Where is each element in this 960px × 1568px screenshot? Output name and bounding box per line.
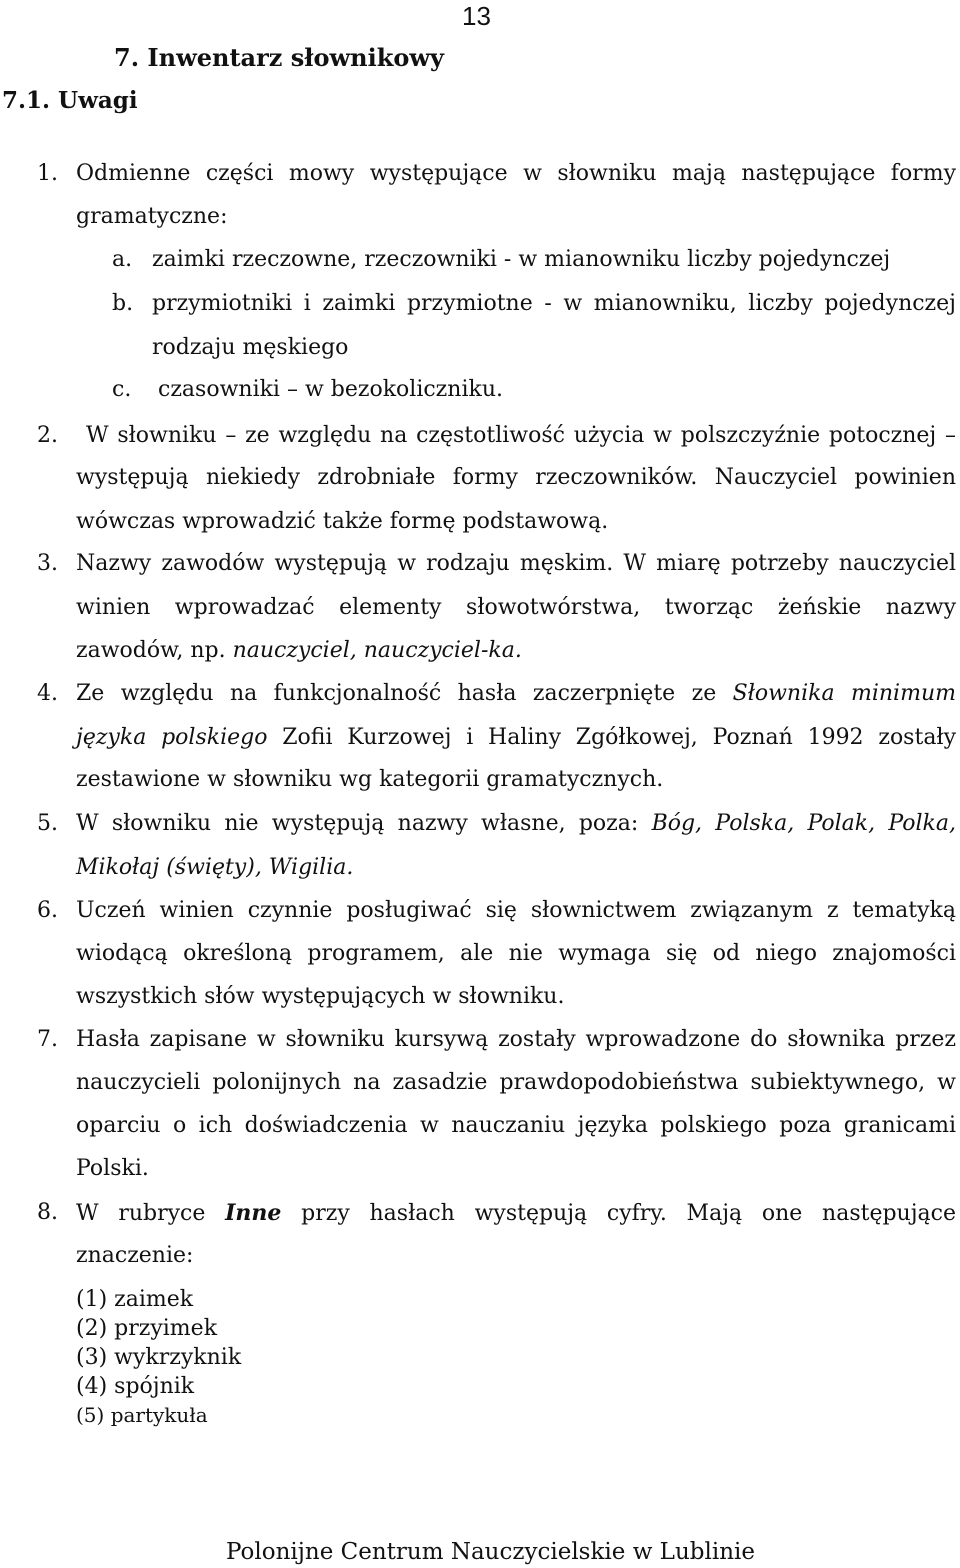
page-number: 13 — [462, 1, 491, 31]
item-number: 8. — [37, 1200, 58, 1225]
title-italic: języka polskiego — [76, 725, 268, 750]
item-text-line: oparciu o ich doświadczenia w nauczaniu języka polskiego poza granicami — [76, 1113, 956, 1138]
code-list-item: (4) spójnik — [76, 1374, 195, 1399]
item-text: Zofii Kurzowej i Haliny Zgółkowej, Poznań 1992 zostały — [267, 725, 956, 750]
item-text-line: Odmienne części mowy występujące w słowniku mają następujące formy — [76, 161, 956, 186]
subitem-letter: a. — [112, 247, 133, 272]
subitem-letter: c. — [112, 377, 132, 402]
page-footer: Polonijne Centrum Nauczycielskie w Lublinie — [226, 1539, 755, 1565]
item-text-line: gramatyczne: — [76, 204, 228, 229]
item-text-line — [76, 680, 956, 709]
names-italic: Bóg, Polska, Polak, Polka, — [651, 811, 957, 836]
item-number: 7. — [37, 1027, 58, 1052]
item-text-line — [76, 810, 956, 839]
example-italic: nauczyciel, nauczyciel-ka. — [232, 638, 522, 663]
names-italic: Mikołaj (święty), Wigilia. — [76, 855, 354, 880]
item-text-line: wszystkich słów występujących w słowniku. — [76, 984, 565, 1009]
column-name-bold-italic: Inne — [225, 1200, 282, 1226]
code-list-item: (2) przyimek — [76, 1316, 218, 1341]
title-italic: Słownika minimum — [732, 681, 956, 706]
item-text-line — [76, 637, 522, 666]
subitem-text-line: rodzaju męskiego — [152, 335, 349, 360]
subitem-text-line: zaimki rzeczowne, rzeczowniki - w mianowniku liczby pojedynczej — [152, 247, 891, 272]
code-list-item: (3) wykrzyknik — [76, 1345, 242, 1370]
item-text-line: zestawione w słowniku wg kategorii gramatycznych. — [76, 767, 664, 792]
item-number: 4. — [37, 681, 58, 706]
item-text: Ze względu na funkcjonalność hasła zaczerpnięte ze — [76, 681, 733, 706]
item-text-line: Uczeń winien czynnie posługiwać się słownictwem związanym z tematyką — [76, 898, 956, 923]
item-text-line — [76, 724, 956, 753]
item-text-line: winien wprowadzać elementy słowotwórstwa, tworząc żeńskie nazwy — [76, 595, 956, 620]
item-text-line: występują niekiedy zdrobniałe formy rzeczowników. Nauczyciel powinien — [76, 465, 956, 490]
item-text-line: znaczenie: — [76, 1243, 194, 1268]
code-list-item: (1) zaimek — [76, 1287, 194, 1312]
item-number: 6. — [37, 898, 58, 923]
item-text-line: nauczycieli polonijnych na zasadzie prawdopodobieństwa subiektywnego, w — [76, 1070, 956, 1095]
item-text-line: wiodącą określoną programem, ale nie wymaga się od niego znajomości — [76, 941, 956, 966]
item-text: W słowniku nie występują nazwy własne, poza: — [76, 811, 652, 836]
subitem-letter: b. — [112, 291, 134, 316]
code-list-item: (5) partykuła — [76, 1403, 208, 1427]
section-title: 7.1. Uwagi — [2, 87, 138, 114]
item-text-line — [76, 1199, 956, 1229]
item-number: 2. — [37, 423, 58, 448]
chapter-title: 7. Inwentarz słownikowy — [114, 43, 444, 72]
subitem-text-line: przymiotniki i zaimki przymiotne - w mianowniku, liczby pojedynczej — [152, 291, 956, 316]
item-text: zawodów, np. — [76, 638, 233, 663]
item-text-line: Nazwy zawodów występują w rodzaju męskim. W miarę potrzeby nauczyciel — [76, 551, 956, 576]
item-text-line: wówczas wprowadzić także formę podstawową. — [76, 509, 609, 534]
item-number: 5. — [37, 811, 58, 836]
item-text: W rubryce — [76, 1201, 226, 1226]
item-number: 3. — [37, 551, 58, 576]
subitem-text-line: czasowniki – w bezokoliczniku. — [158, 377, 503, 402]
item-text: przy hasłach występują cyfry. Mają one następujące — [281, 1201, 956, 1226]
item-text-line: W słowniku – ze względu na częstotliwość użycia w polszczyźnie potocznej – — [86, 423, 956, 448]
item-text-line: Hasła zapisane w słowniku kursywą zostały wprowadzone do słownika przez — [76, 1027, 956, 1052]
item-text-line: Polski. — [76, 1156, 149, 1181]
item-number: 1. — [37, 161, 58, 186]
